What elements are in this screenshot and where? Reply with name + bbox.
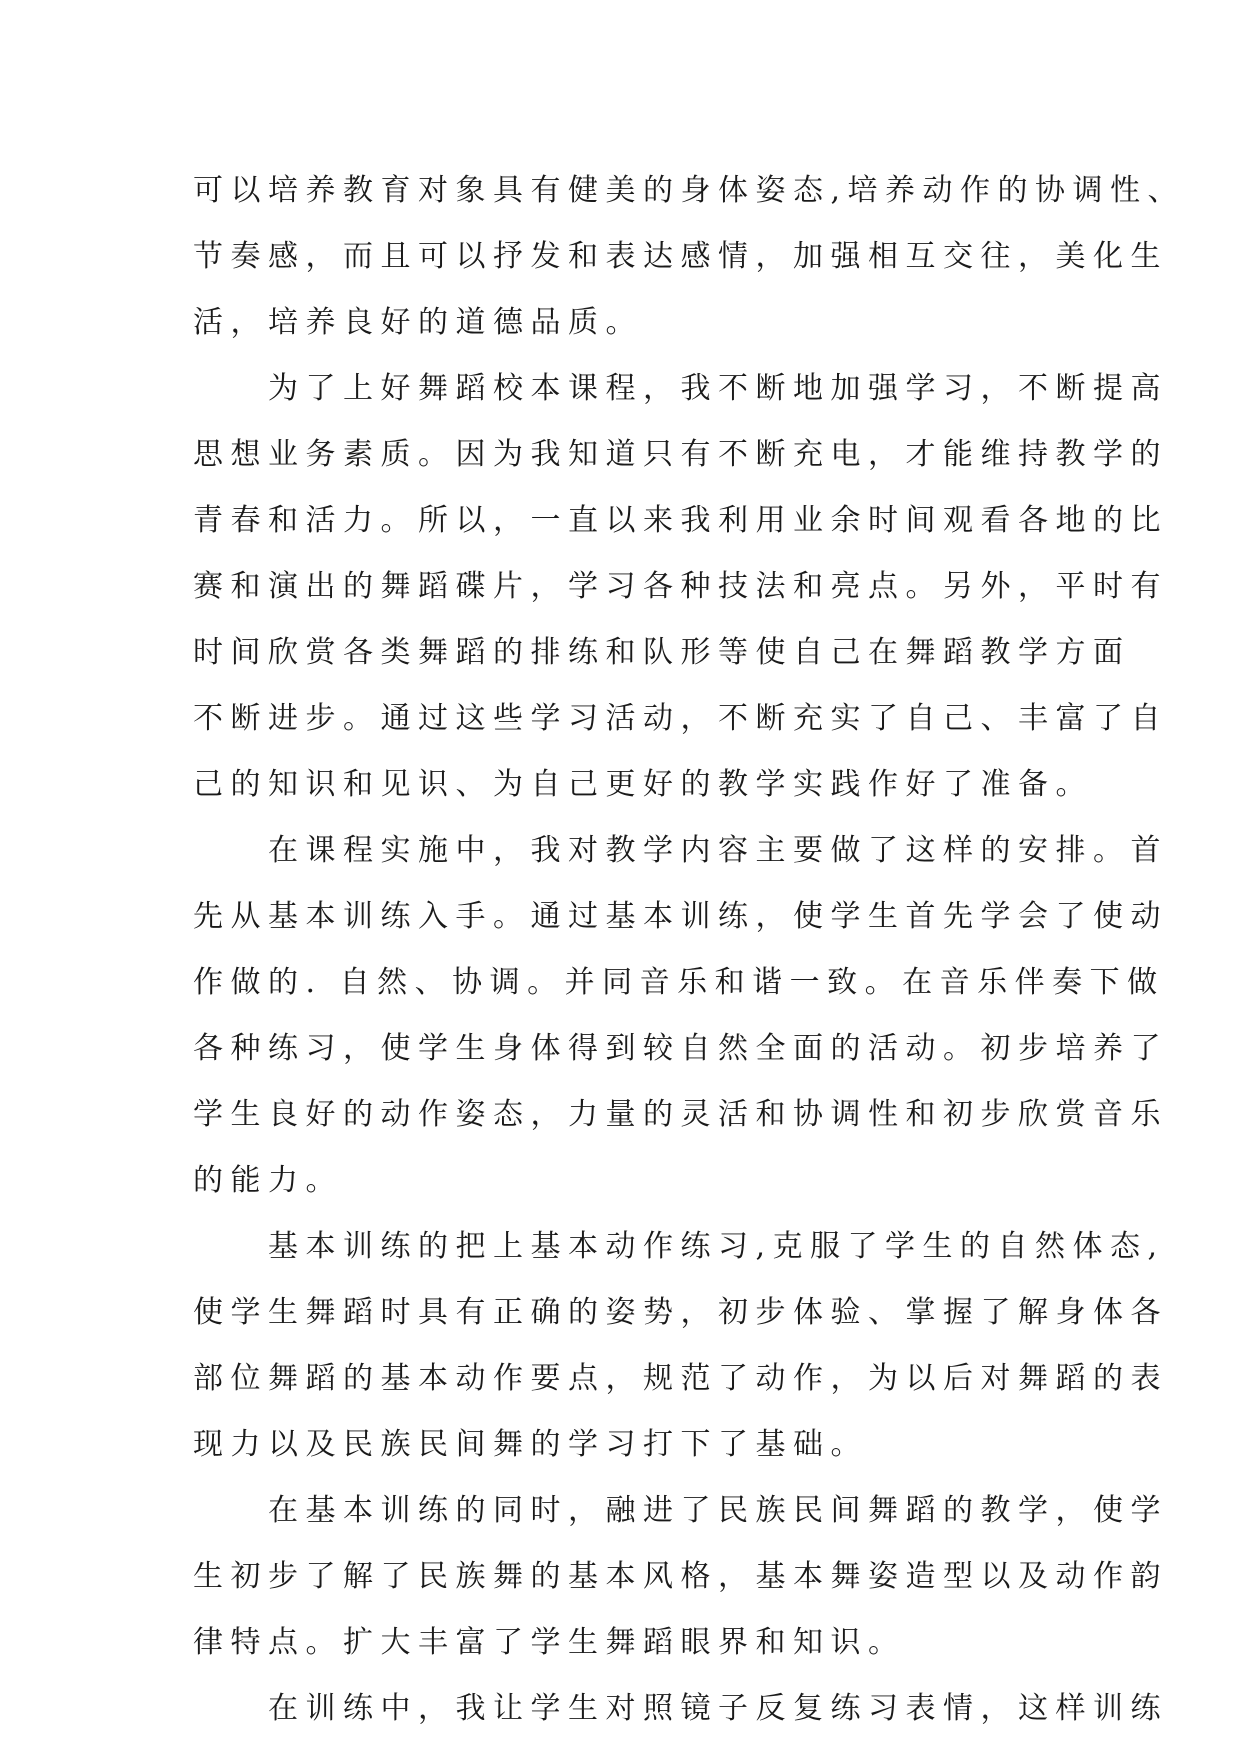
text-line: 时间欣赏各类舞蹈的排练和队形等使自己在舞蹈教学方面 xyxy=(193,635,1131,670)
text-line: 可以培养教育对象具有健美的身体姿态,培养动作的协调性、 xyxy=(193,173,1186,208)
text-line: 思想业务素质。因为我知道只有不断充电，才能维持教学的 xyxy=(193,437,1168,472)
text-line: 为了上好舞蹈校本课程，我不断地加强学习，不断提高 xyxy=(193,371,1168,406)
text-line: 在课程实施中，我对教学内容主要做了这样的安排。首 xyxy=(193,833,1168,868)
text-line: 青春和活力。所以，一直以来我利用业余时间观看各地的比 xyxy=(193,503,1168,538)
text-line: 己的知识和见识、为自己更好的教学实践作好了准备。 xyxy=(193,767,1093,802)
text-line: 部位舞蹈的基本动作要点，规范了动作，为以后对舞蹈的表 xyxy=(193,1361,1168,1396)
text-line: 不断进步。通过这些学习活动，不断充实了自己、丰富了自 xyxy=(193,701,1168,736)
text-line: 学生良好的动作姿态，力量的灵活和协调性和初步欣赏音乐 xyxy=(193,1097,1168,1132)
text-line: 在训练中，我让学生对照镜子反复练习表情，这样训练 xyxy=(193,1691,1168,1726)
text-line: 先从基本训练入手。通过基本训练，使学生首先学会了使动 xyxy=(193,899,1168,934)
text-line: 各种练习，使学生身体得到较自然全面的活动。初步培养了 xyxy=(193,1031,1168,1066)
text-line: 律特点。扩大丰富了学生舞蹈眼界和知识。 xyxy=(193,1625,906,1660)
text-line: 作做的. 自然、协调。并同音乐和谐一致。在音乐伴奏下做 xyxy=(193,965,1165,1000)
text-line: 现力以及民族民间舞的学习打下了基础。 xyxy=(193,1427,868,1462)
text-line: 节奏感，而且可以抒发和表达感情，加强相互交往，美化生 xyxy=(193,239,1168,274)
text-line: 在基本训练的同时，融进了民族民间舞蹈的教学，使学 xyxy=(193,1493,1168,1528)
text-line: 赛和演出的舞蹈碟片，学习各种技法和亮点。另外，平时有 xyxy=(193,569,1168,604)
body-text xyxy=(193,158,1186,1742)
text-line: 活，培养良好的道德品质。 xyxy=(193,305,643,340)
text-line: 的能力。 xyxy=(193,1163,343,1198)
text-line: 使学生舞蹈时具有正确的姿势，初步体验、掌握了解身体各 xyxy=(193,1295,1168,1330)
text-line: 生初步了解了民族舞的基本风格，基本舞姿造型以及动作韵 xyxy=(193,1559,1168,1594)
text-line: 基本训练的把上基本动作练习,克服了学生的自然体态, xyxy=(193,1229,1165,1264)
